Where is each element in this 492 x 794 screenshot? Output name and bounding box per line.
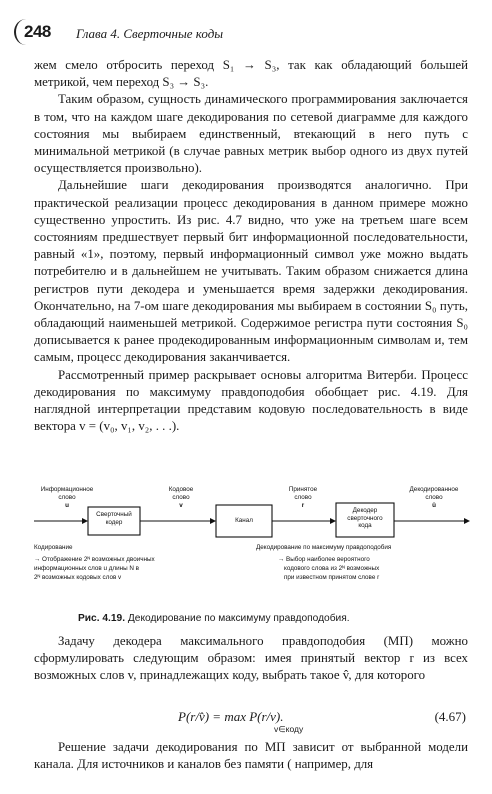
coding-line-3: 2ᴺ возможных кодовых слов v (34, 574, 122, 581)
encoder-block: Сверточный кодер (96, 511, 132, 526)
equation-main: P(r/v̂) = max P(r/v). (178, 709, 284, 724)
channel-block: Канал (235, 517, 253, 524)
equation-subscript: v∈коду (274, 724, 304, 734)
decoding-line-3: при известном принятом слове r (284, 574, 380, 581)
equation-4-67 (34, 709, 468, 739)
coding-line-2: информационных слов u длины N в (34, 565, 140, 572)
label-info-sym: u (65, 502, 69, 509)
figure-caption (78, 613, 478, 624)
paragraph-4: Рассмотренный пример раскрывает основы алгоритма Витерби. Процесс декодирования по максимуму правдоподобия обобщает рис. 4.19. Для наглядной интерпретации представим кодовую последовательность в виде вектора v = (v₀, v₁, v₂, . . .). (34, 367, 468, 434)
coding-title: Кодирование (34, 544, 73, 551)
page-number: 248 (18, 22, 51, 42)
paragraph-1: жем смело отбросить переход S₁ → S₃, так как обладающий большей метрикой, чем переход S₃ → S₃. (34, 58, 468, 90)
decoder-block: Декодер сверточного кода (347, 507, 383, 529)
body-text-bottom (34, 739, 468, 773)
paragraph-3: Дальнейшие шаги декодирования производятся аналогично. При практической реализации процесс декодирования в данном примере можно существенно упростить. Из рис. 4.7 видно, что уже на третьем шаге всем состояниям предшествует первый бит информационной последовательности, равный «1», поэтому, первый информационный символ уже можно выдать потребителю и в дальнейшем не учитывать. Таким образом снижается длина регистров пути декодера и уменьшается время задержки декодирования. Окончательно, на 7-ом шаге декодирования мы выбираем в состоянии S₀ путь, обладающий наименьшей метрикой. Содержимое регистра пути состояния S₀ дописывается к ранее продекодированным информационным символам и, тем самым, процесс декодирования заканчивается. (34, 178, 468, 365)
decoding-title: Декодирование по максимуму правдоподобия (256, 544, 392, 551)
decoding-line-2: кодового слова из 2ᴺ возможных (284, 565, 380, 572)
paragraph-5: Задачу декодера максимального правдоподобия (МП) можно сформулировать следующим образом: имея принятый вектор r из всех возможных слов v, принадлежащих коду, выбрать такое v̂, для которого (34, 634, 468, 683)
label-recv-word: Принятое слово (288, 486, 318, 501)
body-text-top (34, 57, 468, 435)
body-text-middle (34, 633, 468, 685)
chapter-title: Глава 4. Сверточные коды (76, 26, 224, 41)
label-recv-sym: r (301, 502, 305, 509)
caption-number: Рис. 4.19. (78, 613, 126, 624)
label-decoded-sym: û (432, 502, 436, 509)
label-code-sym: v (179, 502, 183, 509)
paragraph-2: Таким образом, сущность динамического программирования заключается в том, что на каждом шаге декодирования по сетевой диаграмме для каждого состояния мы выбираем единственный, втекающий в него путь с минимальной метрикой (в случае равных метрик выбор одного из двух путей осуществляется произвольно). (34, 92, 468, 176)
page-header (18, 18, 478, 48)
paragraph-6: Решение задачи декодирования по МП зависит от выбранной модели канала. Для источников и каналов без памяти ( например, для (34, 740, 468, 772)
caption-text: Декодирование по максимуму правдоподобия. (127, 613, 350, 624)
label-code-word: Кодовое слово (168, 486, 194, 501)
figure-4-19 (34, 486, 474, 605)
equation-number: (4.67) (434, 709, 466, 724)
coding-line-1: → Отображение 2ᴺ возможных двоичных (34, 556, 155, 563)
label-info-word: Информационное слово (40, 486, 94, 501)
decoding-line-1: → Выбор наиболее вероятного (278, 556, 370, 563)
label-decoded-word: Декодированное слово (409, 486, 459, 501)
